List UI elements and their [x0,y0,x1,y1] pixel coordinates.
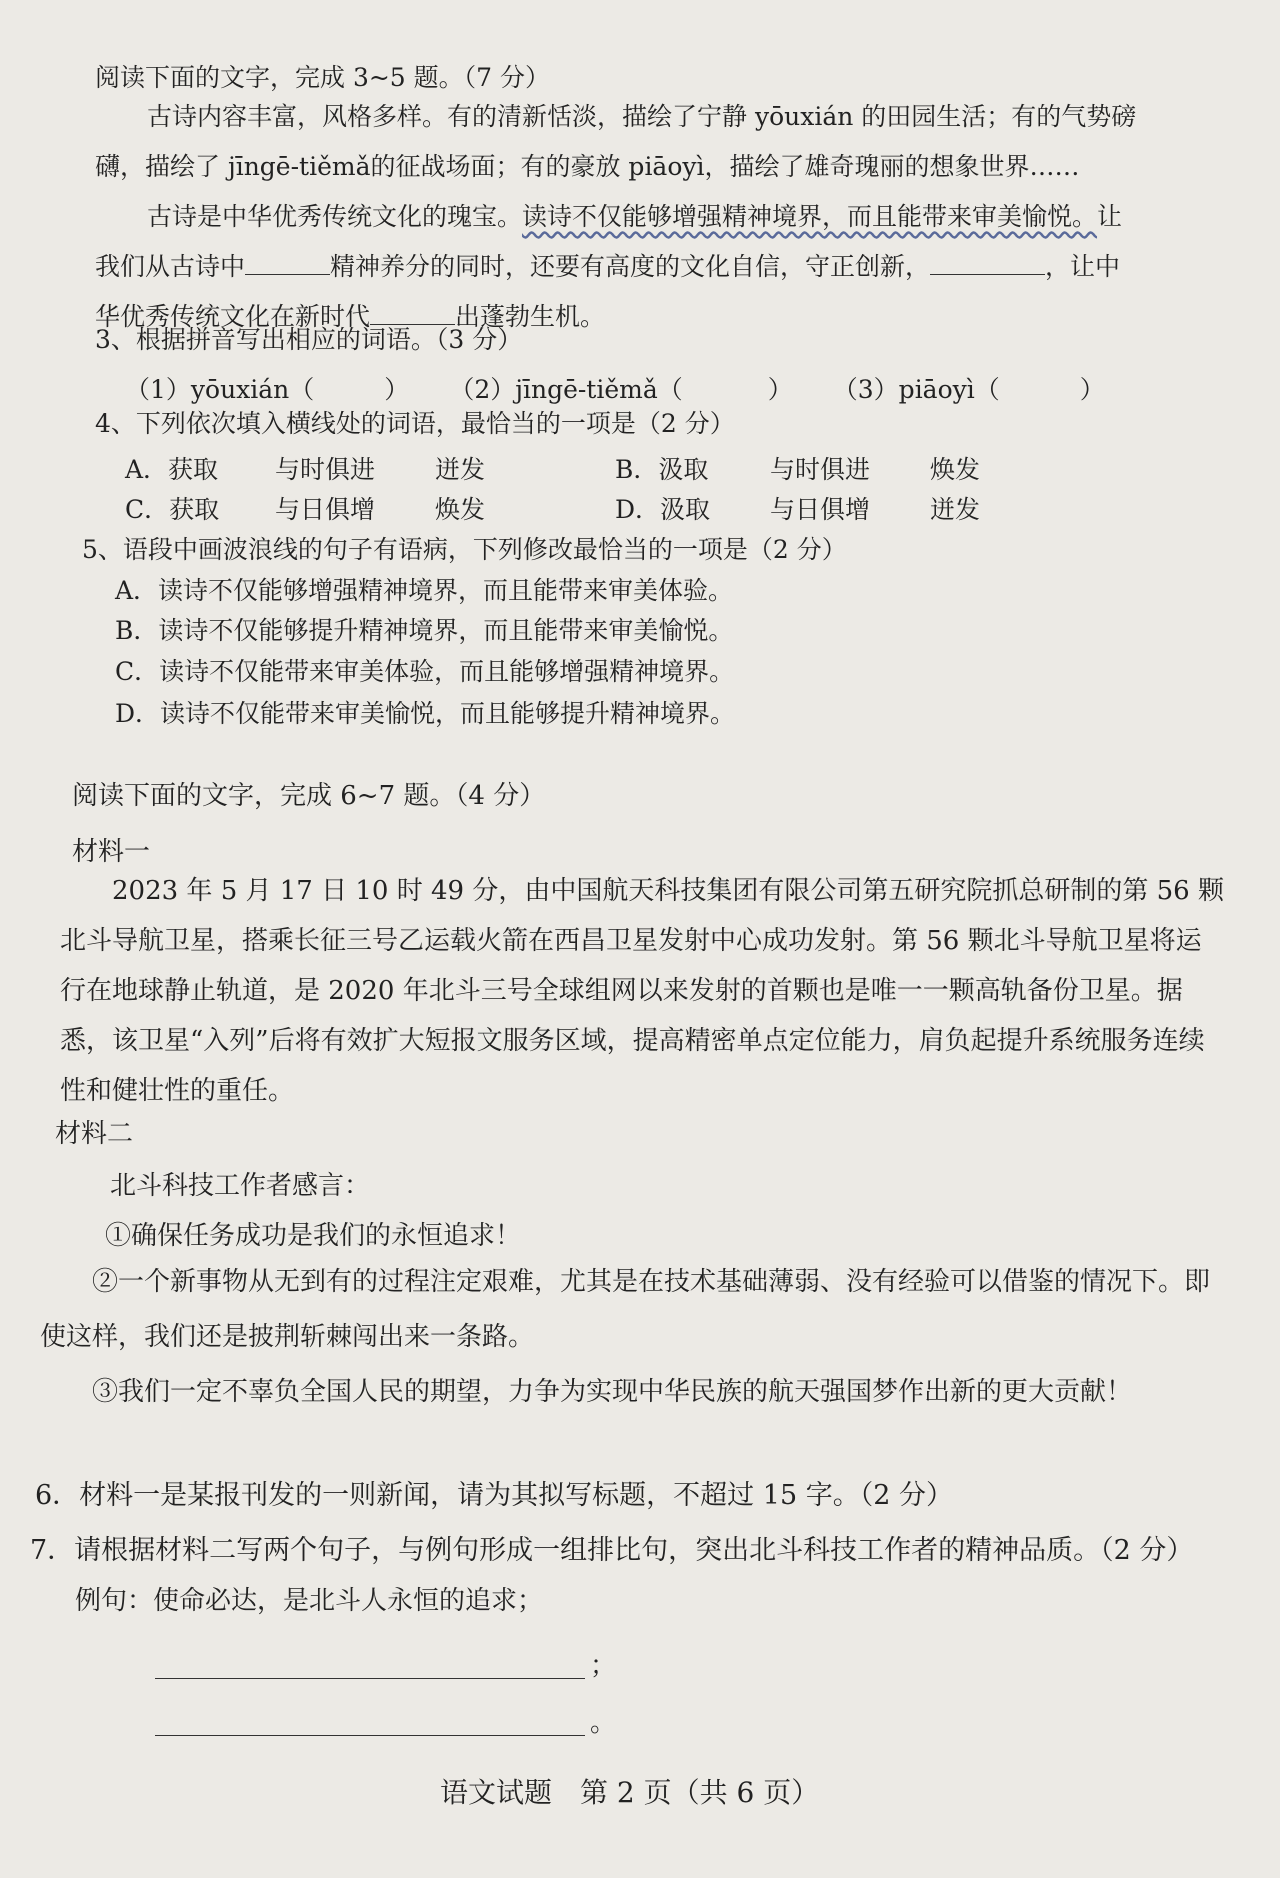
page-footer: 语文试题 第 2 页（共 6 页） [440,1776,820,1809]
blank-3[interactable] [370,299,455,325]
blank-2[interactable] [930,249,1045,275]
answer-line-2[interactable] [155,1735,585,1736]
section2-intro: 阅读下面的文字，完成 6~7 题。（4 分） [72,781,546,811]
para2-start: 古诗是中华优秀传统文化的瑰宝。 [147,202,523,231]
material-2-title: 材料二 [55,1119,134,1149]
q3-item-2-close: ） [767,375,793,404]
q7-stem: 7．请根据材料二写两个句子，与例句形成一组排比句，突出北斗科技工作者的精神品质。（2 分） [30,1535,1194,1566]
answer-line-1[interactable] [155,1678,585,1679]
q6-stem: 6．材料一是某报刊发的一则新闻，请为其拟写标题，不超过 15 字。（2 分） [35,1480,953,1511]
q3-item-3-close: ） [1079,375,1105,404]
passage-paragraph-2 [95,192,1145,342]
wavy-sentence: 读诗不仅能够增强精神境界，而且能带来审美愉悦。 [522,202,1098,231]
blank-1[interactable] [245,249,330,275]
q3-item-3: （3）piāoyì（ [832,375,1000,404]
q4-row-2 [125,490,980,526]
q5-option-c[interactable]: C．读诗不仅能带来审美体验，而且能够增强精神境界。 [115,657,735,686]
q4-c-word-3: 焕发 [435,495,486,524]
answer-line-2-end: 。 [590,1708,617,1738]
q5-option-a[interactable]: A．读诗不仅能够增强精神境界，而且能带来审美体验。 [115,576,734,605]
q3-stem: 3、根据拼音写出相应的词语。（3 分） [95,325,523,354]
material-1-title: 材料一 [72,837,151,867]
material-1-text: 2023 年 5 月 17 日 10 时 49 分，由中国航天科技集团有限公司第五研究院抓总研制的第 56 颗北斗导航卫星，搭乘长征三号乙运载火箭在西昌卫星发射中心成功发射。第 56 颗北斗导航卫星将运行在地球静止轨道，是 2020 年北斗三号全球组网以来发射的首颗也是唯一一颗高轨备份卫星。据悉，该卫星“入列”后将有效扩大短报文服务区域，提高精密单点定位能力，肩负起提升系统服务连续性和健壮性的重任。 [60,876,1224,1106]
q3-item-2: （2）jīngē-tiěmǎ（ [449,375,683,404]
q4-d-word-3: 迸发 [930,495,981,524]
q5-stem: 5、语段中画波浪线的句子有语病，下列修改最恰当的一项是（2 分） [82,535,847,564]
material-2-item-2: ②一个新事物从无到有的过程注定艰难，尤其是在技术基础薄弱、没有经验可以借鉴的情况下。即使这样，我们还是披荆斩棘闯出来一条路。 [40,1267,1211,1352]
section1-intro: 阅读下面的文字，完成 3~5 题。（7 分） [95,63,551,92]
answer-line-1-end: ； [590,1651,617,1681]
q3-item-1-close: ） [384,375,410,404]
passage-paragraph-1: 古诗内容丰富，风格多样。有的清新恬淡，描绘了宁静 yōuxián 的田园生活；有的气势磅礴，描绘了 jīngē-tiěmǎ的征战场面；有的豪放 piāoyì，描绘了雄奇瑰丽的想象世界…… [95,102,1137,181]
para2-c: ，让中华优秀传统文化在新时代 [95,252,1121,331]
q4-a-word-2: 与时俱进 [275,455,376,484]
material-2-item-1: ①确保任务成功是我们的永恒追求！ [105,1221,522,1251]
q4-b-word-3: 焕发 [930,455,981,484]
q5-option-b[interactable]: B．读诗不仅能够提升精神境界，而且能带来审美愉悦。 [115,616,734,645]
q3-item-1: （1）yōuxián（ [125,375,315,404]
q4-b-label[interactable]: B．汲取 [615,455,709,484]
q4-c-word-2: 与日俱增 [275,495,376,524]
q4-a-word-3: 迸发 [435,455,486,484]
q4-row-1 [125,450,980,486]
para2-b: 精神养分的同时，还要有高度的文化自信，守正创新， [330,252,931,281]
para2-d: 出蓬勃生机。 [455,302,606,331]
q5-option-d[interactable]: D．读诗不仅能带来审美愉悦，而且能够提升精神境界。 [115,699,736,728]
q4-a-label[interactable]: A．获取 [125,455,219,484]
q3-items [125,370,1105,406]
q4-c-label[interactable]: C．获取 [125,495,220,524]
q7-example: 例句：使命必达，是北斗人永恒的追求； [75,1586,544,1616]
q4-d-label[interactable]: D．汲取 [615,495,711,524]
material-2-heading: 北斗科技工作者感言： [110,1171,371,1201]
para2-a: 让我们从古诗中 [95,202,1123,281]
material-2-item-3: ③我们一定不辜负全国人民的期望，力争为实现中华民族的航天强国梦作出新的更大贡献！ [92,1377,1133,1407]
q4-b-word-2: 与时俱进 [770,455,871,484]
q4-stem: 4、下列依次填入横线处的词语，最恰当的一项是（2 分） [95,409,735,438]
q4-d-word-2: 与日俱增 [770,495,871,524]
